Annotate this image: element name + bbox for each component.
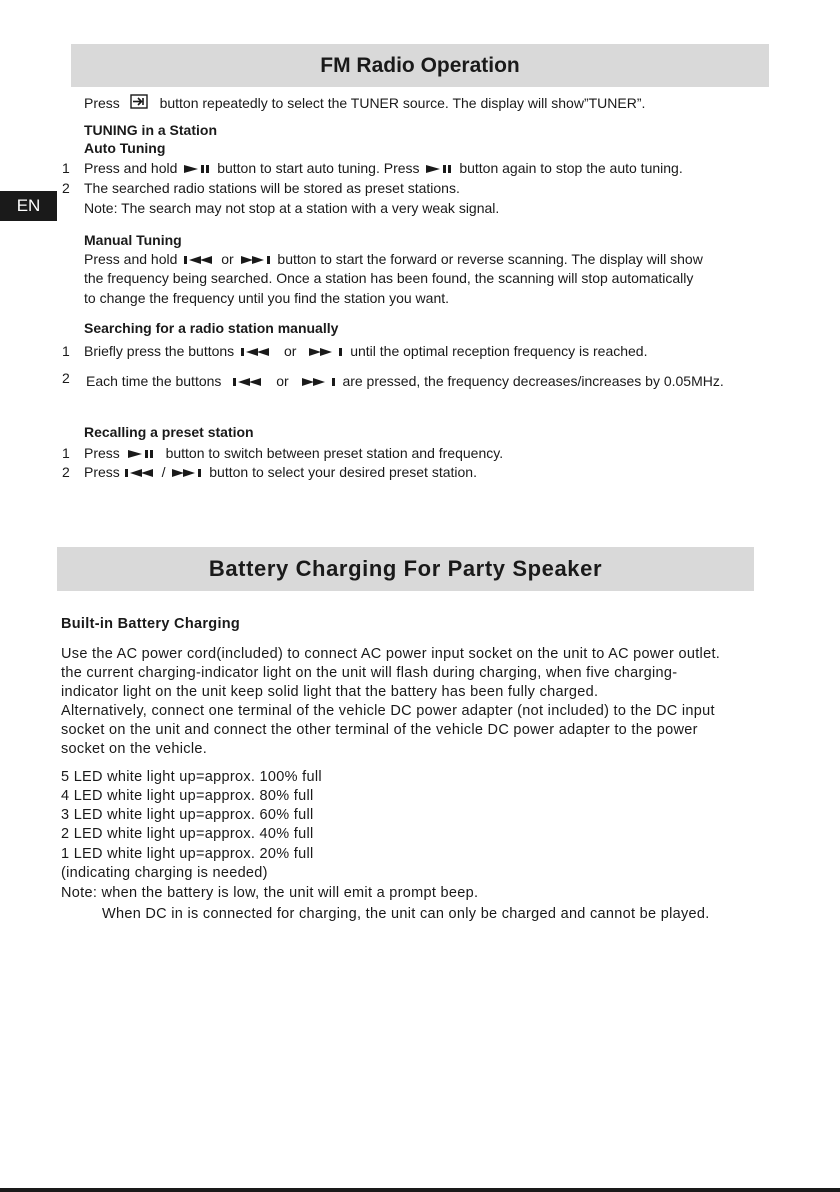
skip-forward-icon (172, 468, 202, 478)
battery-heading: Built-in Battery Charging (61, 616, 241, 632)
auto-item-2-num: 2 (62, 180, 70, 196)
search-heading: Searching for a radio station manually (84, 320, 339, 336)
search-item-1 (84, 343, 647, 361)
fm-intro-pre: Press (84, 95, 120, 111)
recall-item-2-slash: / (161, 464, 166, 480)
auto-note: Note: The search may not stop at a station with a very weak signal. (84, 200, 500, 216)
battery-para-line-6: socket on the vehicle. (61, 741, 208, 757)
auto-item-1-mid: button to start auto tuning. Press (217, 160, 420, 176)
source-input-icon (130, 94, 148, 109)
battery-para-line-2: the current charging-indicator light on the unit will flash during charging, when five charging- (61, 665, 678, 681)
battery-note-2: When DC in is connected for charging, the unit can only be charged and cannot be played. (102, 906, 710, 922)
auto-tuning-heading: Auto Tuning (84, 140, 166, 156)
play-pause-icon (426, 164, 452, 174)
battery-para-line-4: Alternatively, connect one terminal of the vehicle DC power adapter (not included) to the DC input (61, 703, 715, 719)
skip-back-icon (233, 377, 263, 387)
language-label: EN (16, 196, 41, 215)
manual-line-2: the frequency being searched. Once a station has been found, the scanning will stop automatically (84, 270, 694, 286)
manual-line-1-pre: Press and hold (84, 251, 178, 267)
auto-item-1-num: 1 (62, 160, 70, 176)
battery-level-5: 5 LED white light up=approx. 100% full (61, 769, 322, 785)
battery-level-note: (indicating charging is needed) (61, 865, 268, 881)
recall-item-1 (84, 445, 503, 463)
skip-forward-icon (309, 347, 343, 357)
search-item-2-pre: Each time the buttons (86, 373, 222, 389)
battery-level-1: 1 LED white light up=approx. 20% full (61, 846, 314, 862)
page-bottom-rule (0, 1188, 840, 1192)
battery-para-line-5: socket on the unit and connect the other terminal of the vehicle DC power adapter to the power (61, 722, 698, 738)
recall-item-1-post: button to switch between preset station and frequency. (165, 445, 504, 461)
battery-note-1: Note: when the battery is low, the unit will emit a prompt beep. (61, 885, 479, 901)
battery-section-title (57, 547, 754, 591)
recall-item-1-num: 1 (62, 445, 70, 461)
recall-item-2-num: 2 (62, 464, 70, 480)
battery-level-2: 2 LED white light up=approx. 40% full (61, 826, 314, 842)
search-item-1-num: 1 (62, 343, 70, 359)
skip-back-icon (184, 255, 214, 265)
recall-item-2 (84, 464, 477, 482)
skip-back-icon (241, 347, 271, 357)
recall-heading: Recalling a preset station (84, 424, 254, 440)
search-item-2-num: 2 (62, 370, 70, 386)
search-item-2 (86, 373, 724, 391)
search-item-2-post: are pressed, the frequency decreases/increases by 0.05MHz. (342, 373, 724, 389)
search-item-1-pre: Briefly press the buttons (84, 343, 235, 359)
manual-line-1-post: button to start the forward or reverse scanning. The display will show (277, 251, 703, 267)
recall-item-2-post: button to select your desired preset station. (209, 464, 477, 480)
battery-title-text: Battery Charging For Party Speaker (208, 556, 603, 581)
battery-para-line-1: Use the AC power cord(included) to connect AC power input socket on the unit to AC power outlet. (61, 646, 721, 662)
recall-item-1-pre: Press (84, 445, 120, 461)
search-item-1-or: or (283, 343, 297, 359)
auto-item-1-pre: Press and hold (84, 160, 178, 176)
manual-tuning-heading: Manual Tuning (84, 232, 182, 248)
tuning-heading: TUNING in a Station (84, 122, 217, 138)
auto-item-1-post: button again to stop the auto tuning. (459, 160, 683, 176)
fm-intro (84, 94, 645, 113)
manual-line-1-or: or (221, 251, 234, 267)
battery-level-4: 4 LED white light up=approx. 80% full (61, 788, 314, 804)
battery-level-3: 3 LED white light up=approx. 60% full (61, 807, 314, 823)
skip-forward-icon (241, 255, 271, 265)
auto-item-2: The searched radio stations will be stored as preset stations. (84, 180, 460, 196)
play-pause-icon (128, 449, 154, 459)
battery-para-line-3: indicator light on the unit keep solid light that the battery has been fully charged. (61, 684, 599, 700)
fm-section-title (71, 44, 769, 87)
manual-line-1 (84, 251, 703, 269)
language-tab (0, 191, 57, 221)
play-pause-icon (184, 164, 210, 174)
manual-line-3: to change the frequency until you find the station you want. (84, 290, 450, 306)
search-item-1-post: until the optimal reception frequency is reached. (350, 343, 648, 359)
skip-back-icon (125, 468, 155, 478)
recall-item-2-pre: Press (84, 464, 120, 480)
auto-item-1 (84, 160, 683, 178)
fm-intro-post: button repeatedly to select the TUNER source. The display will show”TUNER”. (159, 95, 646, 111)
search-item-2-or: or (276, 373, 289, 389)
skip-forward-icon (302, 377, 336, 387)
fm-title-text: FM Radio Operation (320, 53, 520, 77)
